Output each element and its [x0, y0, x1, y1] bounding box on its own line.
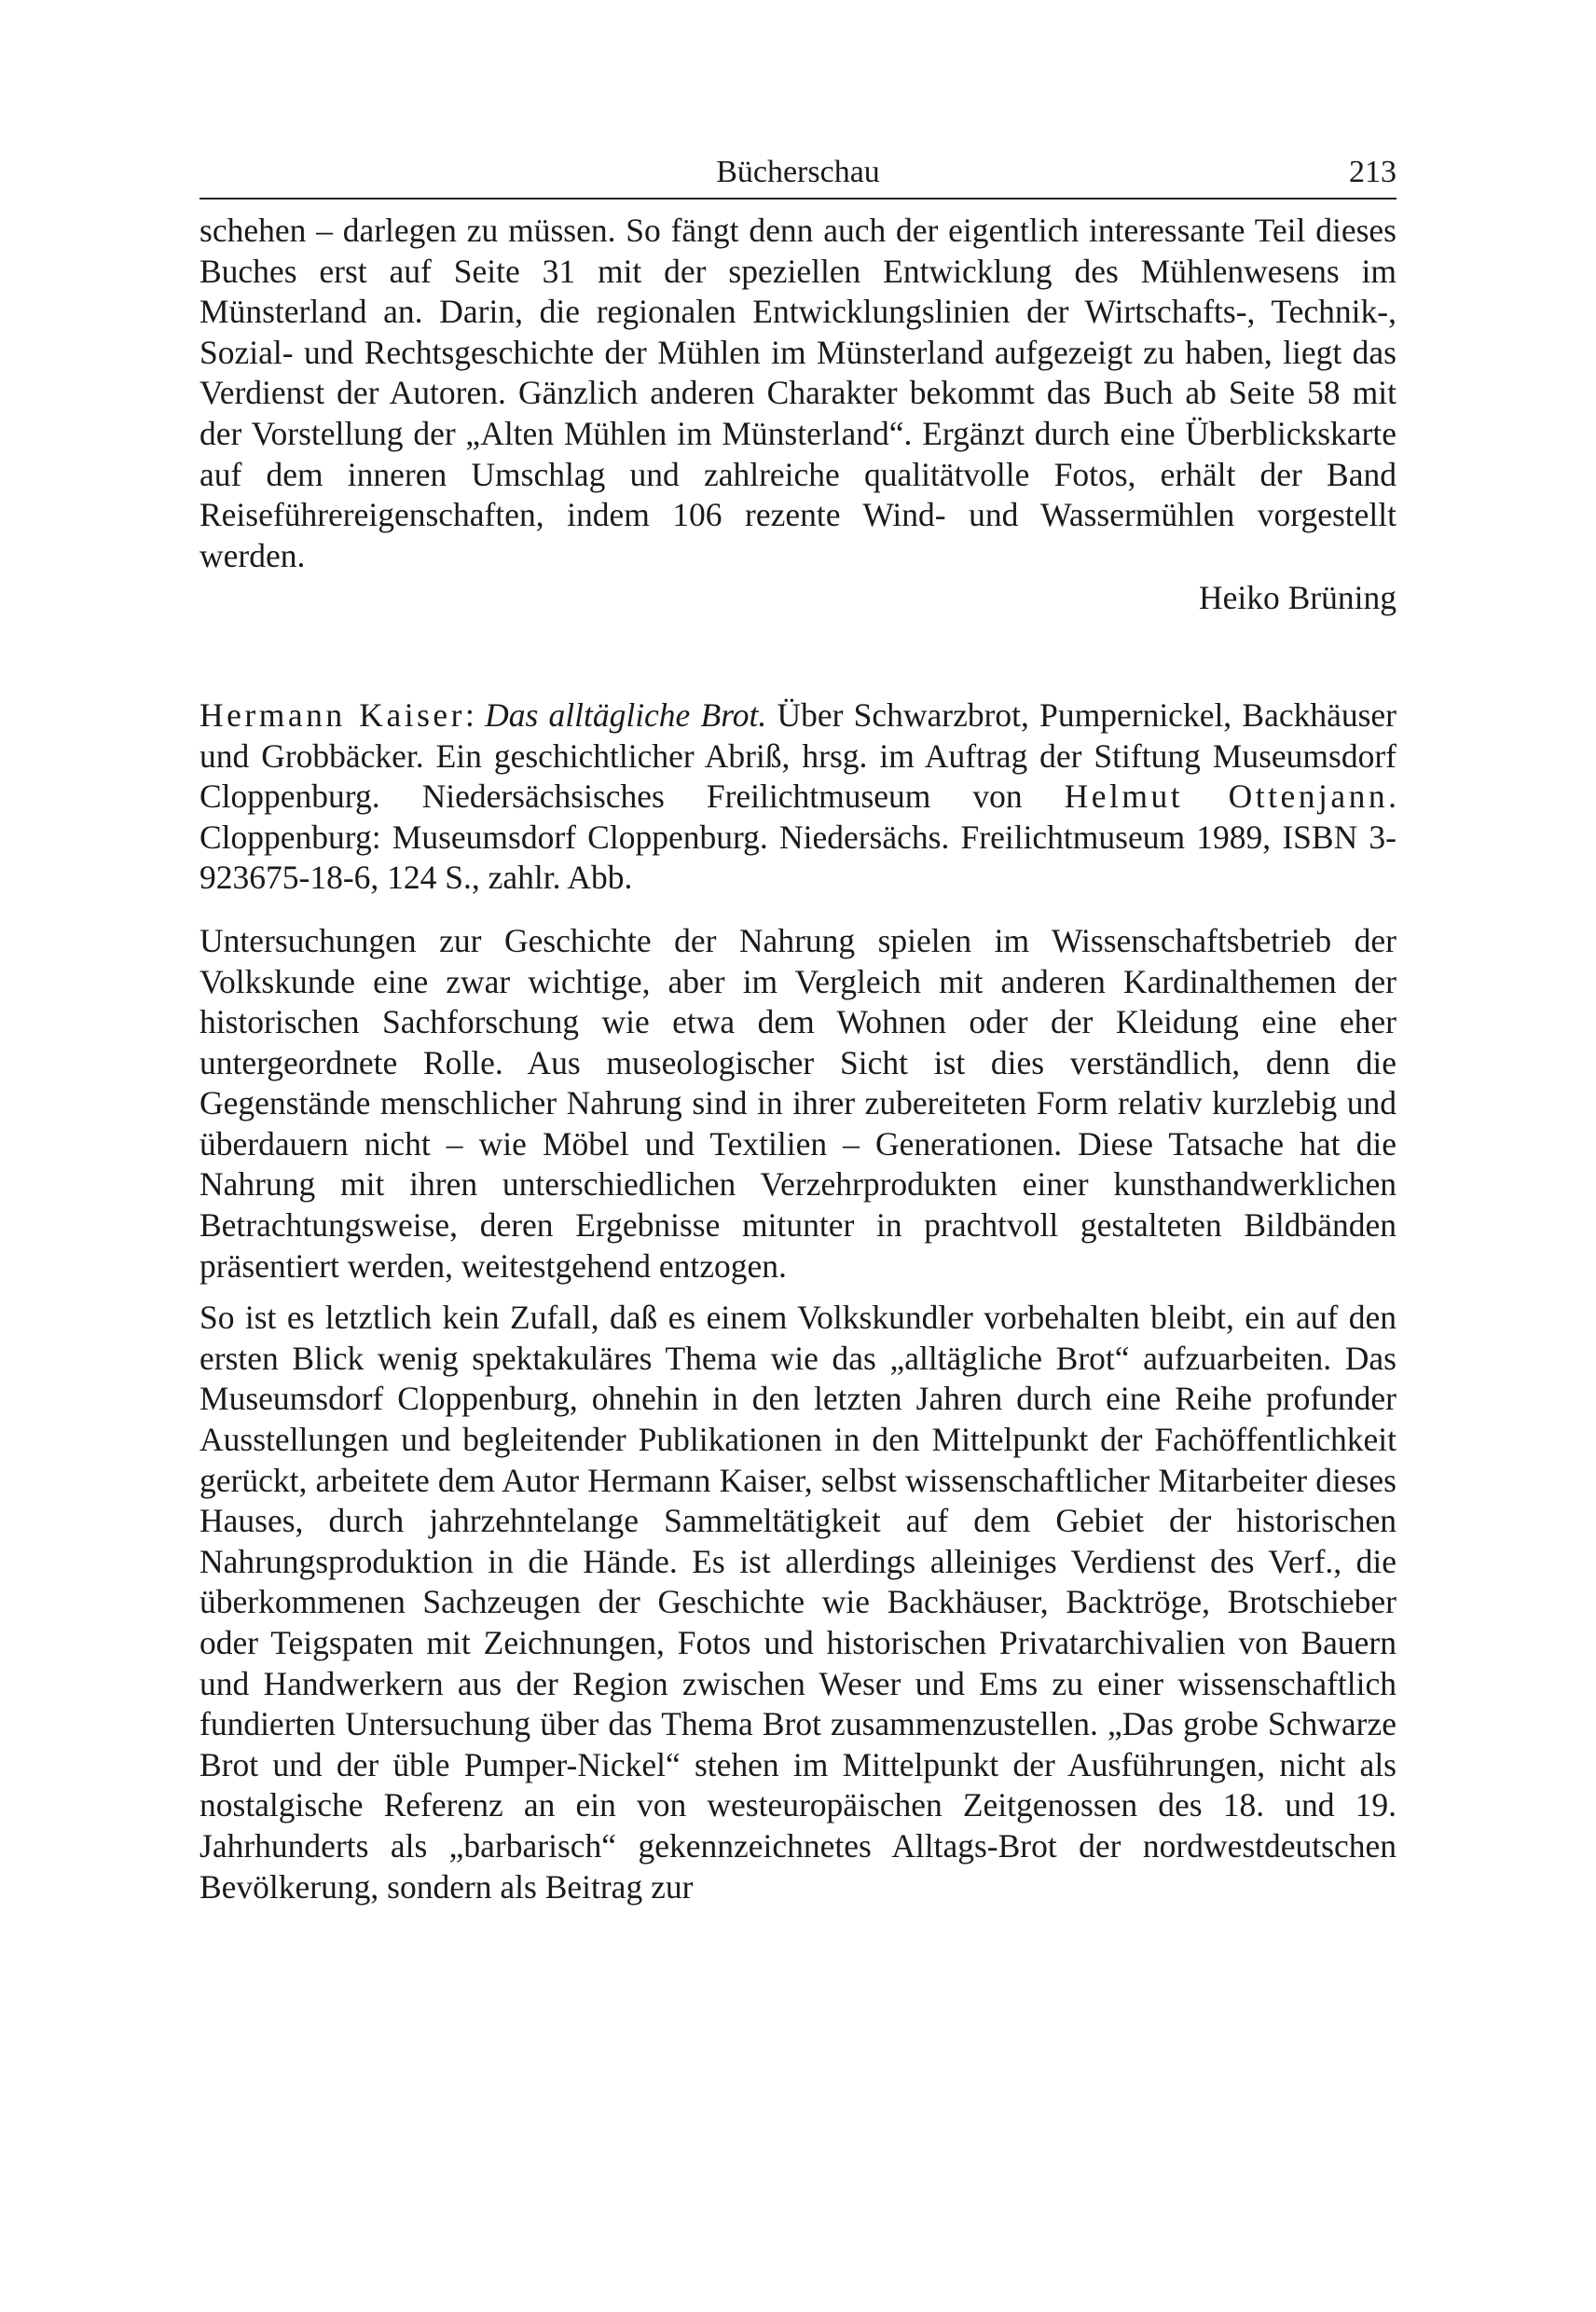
citation-details-part2: . Cloppenburg: Museumsdorf Cloppenburg. Niedersächs. Freilichtmuseum 1989, ISBN 3-923675-18-6, 124 S., zahlr. Abb. [200, 778, 1396, 897]
review-paragraph [200, 921, 1396, 1287]
citation-book-title: Das alltägliche Brot. [485, 695, 767, 734]
continuation-paragraph: schehen – darlegen zu müssen. So fängt denn auch der eigentlich interessante Teil dieses Buches erst auf Seite 31 mit der speziellen Entwicklung des Mühlenwesens im Münsterland an. Darin, die regionalen Entwicklungslinien der Wirtschafts-, Technik-, Sozial- und Rechtsgeschichte der Mühlen im Münsterland aufgezeigt zu haben, liegt das Verdienst der Autoren. Gänzlich anderen Charakter bekommt das Buch ab Seite 58 mit der Vorstellung der „Alten Mühlen im Münsterland“. Ergänzt durch eine Überblickskarte auf dem inneren Umschlag und zahlreiche qualitätvolle Fotos, erhält der Band Reiseführereigenschaften, indem 106 rezente Wind- und Wassermühlen vorgestellt werden. [200, 212, 1396, 574]
citation-details-part1: Über Schwarzbrot, Pumpernickel, Backhäuser und Grobbäcker. Ein geschichtlicher Abriß, hrsg. im Auftrag der Stiftung Museumsdorf Cloppenburg. Niedersächsisches Freilichtmuseum von [200, 695, 1396, 816]
review-paragraph [200, 1298, 1396, 1907]
previous-review-continuation [200, 211, 1396, 576]
citation-text [200, 695, 1396, 899]
citation-editor: Helmut Ottenjann [1064, 778, 1389, 816]
page-number: 213 [1349, 155, 1396, 189]
review-paragraph-text: Untersuchungen zur Geschichte der Nahrung spielen im Wissenschaftsbetrieb der Volkskunde eine zwar wichtige, aber im Vergleich mit anderen Kardinalthemen der historischen Sachforschung wie etwa dem Wohnen oder der Kleidung eine eher untergeordnete Rolle. Aus museologischer Sicht ist dies verständlich, denn die Gegenstände menschlicher Nahrung sind in ihrer zubereiteten Form relativ kurzlebig und überdauern nicht – wie Möbel und Textilien – Generationen. Diese Tatsache hat die Nahrung mit ihren unterschiedlichen Verzehrprodukten einer kunsthandwerklichen Betrachtungsweise, deren Ergebnisse mitunter in prachtvoll gestalteten Bildbänden präsentiert werden, weitestgehend entzogen. [200, 921, 1396, 1285]
reviewer-signature: Heiko Brüning [1199, 579, 1396, 617]
running-header-title: Bücherschau [716, 155, 880, 189]
review-paragraph-text: So ist es letztlich kein Zufall, daß es einem Volkskundler vorbehalten bleibt, ein auf den ersten Blick wenig spektakuläres Thema wie das „alltägliche Brot“ aufzuarbeiten. Das Museumsdorf Cloppenburg, ohnehin in den letzten Jahren durch eine Reihe profunder Ausstellungen und begleitender Publikationen in den Mittelpunkt der Fachöffentlichkeit gerückt, arbeitete dem Autor Hermann Kaiser, selbst wissenschaftlicher Mitarbeiter dieses Hauses, durch jahrzehntelange Sammeltätigkeit auf dem Gebiet der historischen Nahrungsproduktion in die Hände. Es ist allerdings alleiniges Verdienst des Verf., die überkommenen Sachzeugen der Geschichte wie Backhäuser, Backtröge, Brotschieber oder Teigspaten mit Zeichnungen, Fotos und historischen Privatarchivalien von Bauern und Handwerkern aus der Region zwischen Weser und Ems zu einer wissenschaftlich fundierten Untersuchung über das Thema Brot zusammenzustellen. „Das grobe Schwarze Brot und der üble Pumper-Nickel“ stehen im Mittelpunkt der Ausführungen, nicht als nostalgische Referenz an ein von westeuropäischen Zeitgenossen des 18. und 19. Jahrhunderts als „barbarisch“ gekennzeichnetes Alltags-Brot der nordwestdeutschen Bevölkerung, sondern als Beitrag zur [200, 1299, 1396, 1906]
book-page [200, 149, 1396, 1907]
citation-author-separator: : [464, 695, 486, 734]
book-citation [200, 695, 1396, 899]
citation-author: Hermann Kaiser [200, 695, 465, 734]
running-header [200, 149, 1396, 200]
